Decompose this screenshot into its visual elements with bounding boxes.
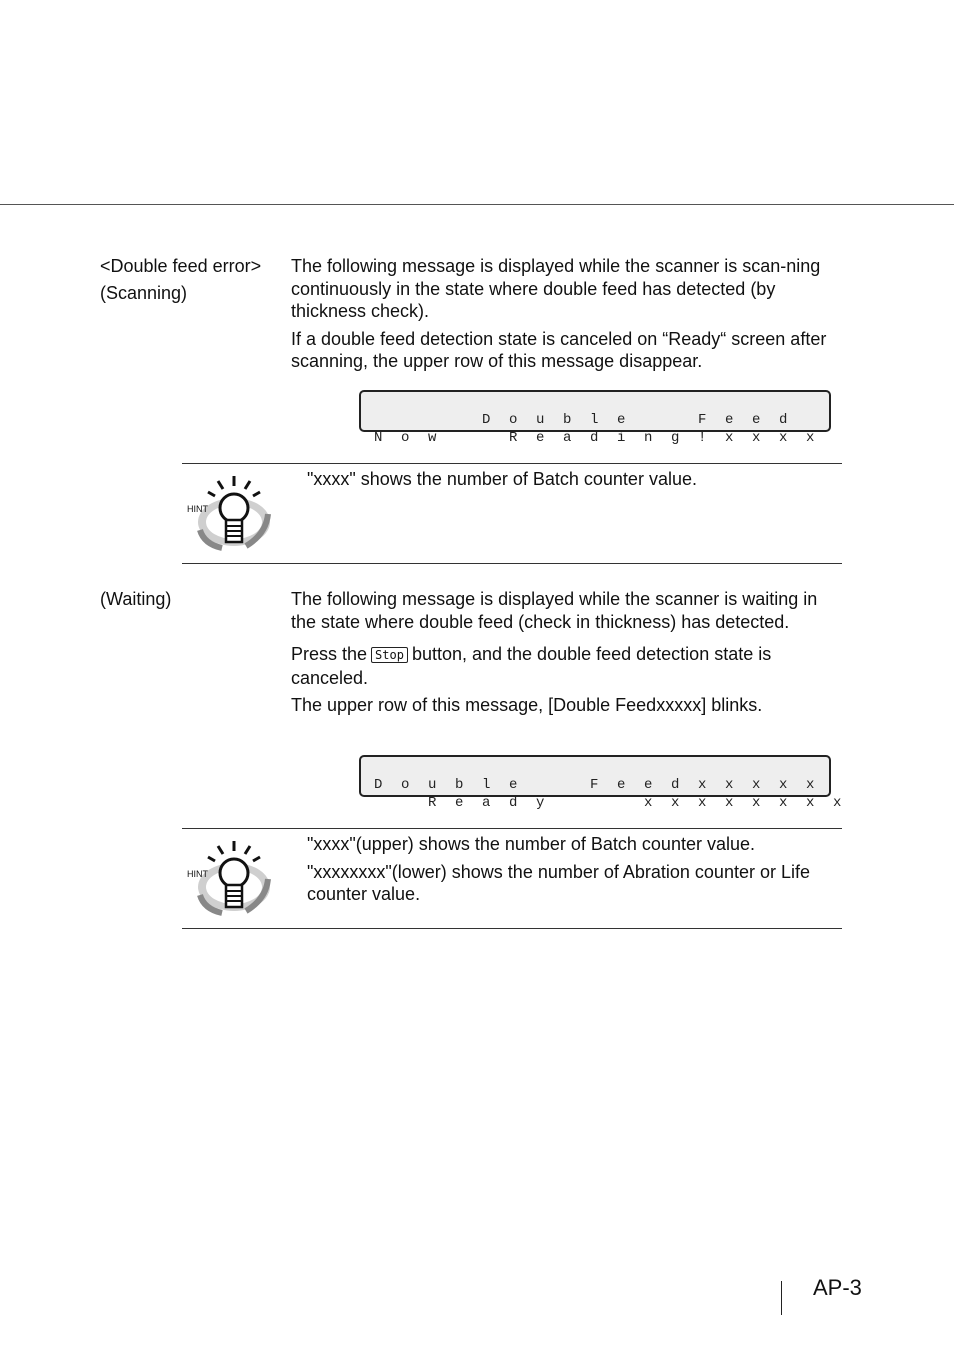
hint-2-text-1: "xxxx"(upper) shows the number of Batch counter value.	[307, 834, 755, 854]
lcd-row-upper	[361, 396, 807, 428]
scanning-label: (Scanning)	[100, 283, 188, 303]
lcd-lower-text: Now Reading!xxxx	[374, 430, 834, 446]
page-number-divider	[781, 1281, 782, 1315]
lcd-display-waiting	[359, 755, 861, 811]
waiting-para-2-after: button, and the double feed detection state is canceled.	[291, 644, 772, 688]
waiting-label: (Waiting)	[100, 589, 172, 609]
lcd-lower-text: Ready xxxxxxxx	[374, 795, 861, 811]
waiting-para-2	[291, 642, 836, 690]
waiting-description	[291, 588, 836, 722]
lcd-upper-text: Double Feedxxxxx	[374, 777, 834, 793]
header-rule	[0, 204, 954, 205]
hint-icon-label: HINT	[187, 504, 208, 514]
hint-icon-label: HINT	[187, 869, 208, 879]
hint-2-text-block	[307, 833, 827, 911]
waiting-para-1: The following message is displayed while the scanner is waiting in the state where double feed (check in thickness) has detected.	[291, 589, 818, 632]
scanning-description	[291, 255, 836, 378]
lcd-upper-text: Double Feed	[374, 412, 807, 428]
stop-key-icon: Stop	[371, 647, 408, 663]
scanning-para-2: If a double feed detection state is canceled on “Ready“ screen after scanning, the upper row of this message disappear.	[291, 328, 827, 371]
waiting-para-3: The upper row of this message, [Double Feedxxxxx] blinks.	[291, 695, 763, 715]
waiting-para-2-before: Press the	[291, 644, 368, 664]
lcd-row-upper	[361, 761, 834, 793]
hint-box-1	[182, 463, 842, 564]
page-number: AP-3	[813, 1275, 862, 1300]
lcd-display-scanning	[359, 390, 834, 446]
hint-box-2	[182, 828, 842, 929]
hint-lightbulb-icon	[184, 474, 274, 554]
scanning-para-1: The following message is displayed while the scanner is scan-ning continuously in the state where double feed has detected (by thickness check).	[291, 256, 821, 321]
hint-lightbulb-icon	[184, 839, 274, 919]
hint-1-text-block	[307, 468, 827, 496]
double-feed-error-label: <Double feed error>	[100, 256, 262, 276]
hint-1-text: "xxxx" shows the number of Batch counter value.	[307, 469, 697, 489]
hint-2-text-2: "xxxxxxxx"(lower) shows the number of Abration counter or Life counter value.	[307, 861, 810, 904]
